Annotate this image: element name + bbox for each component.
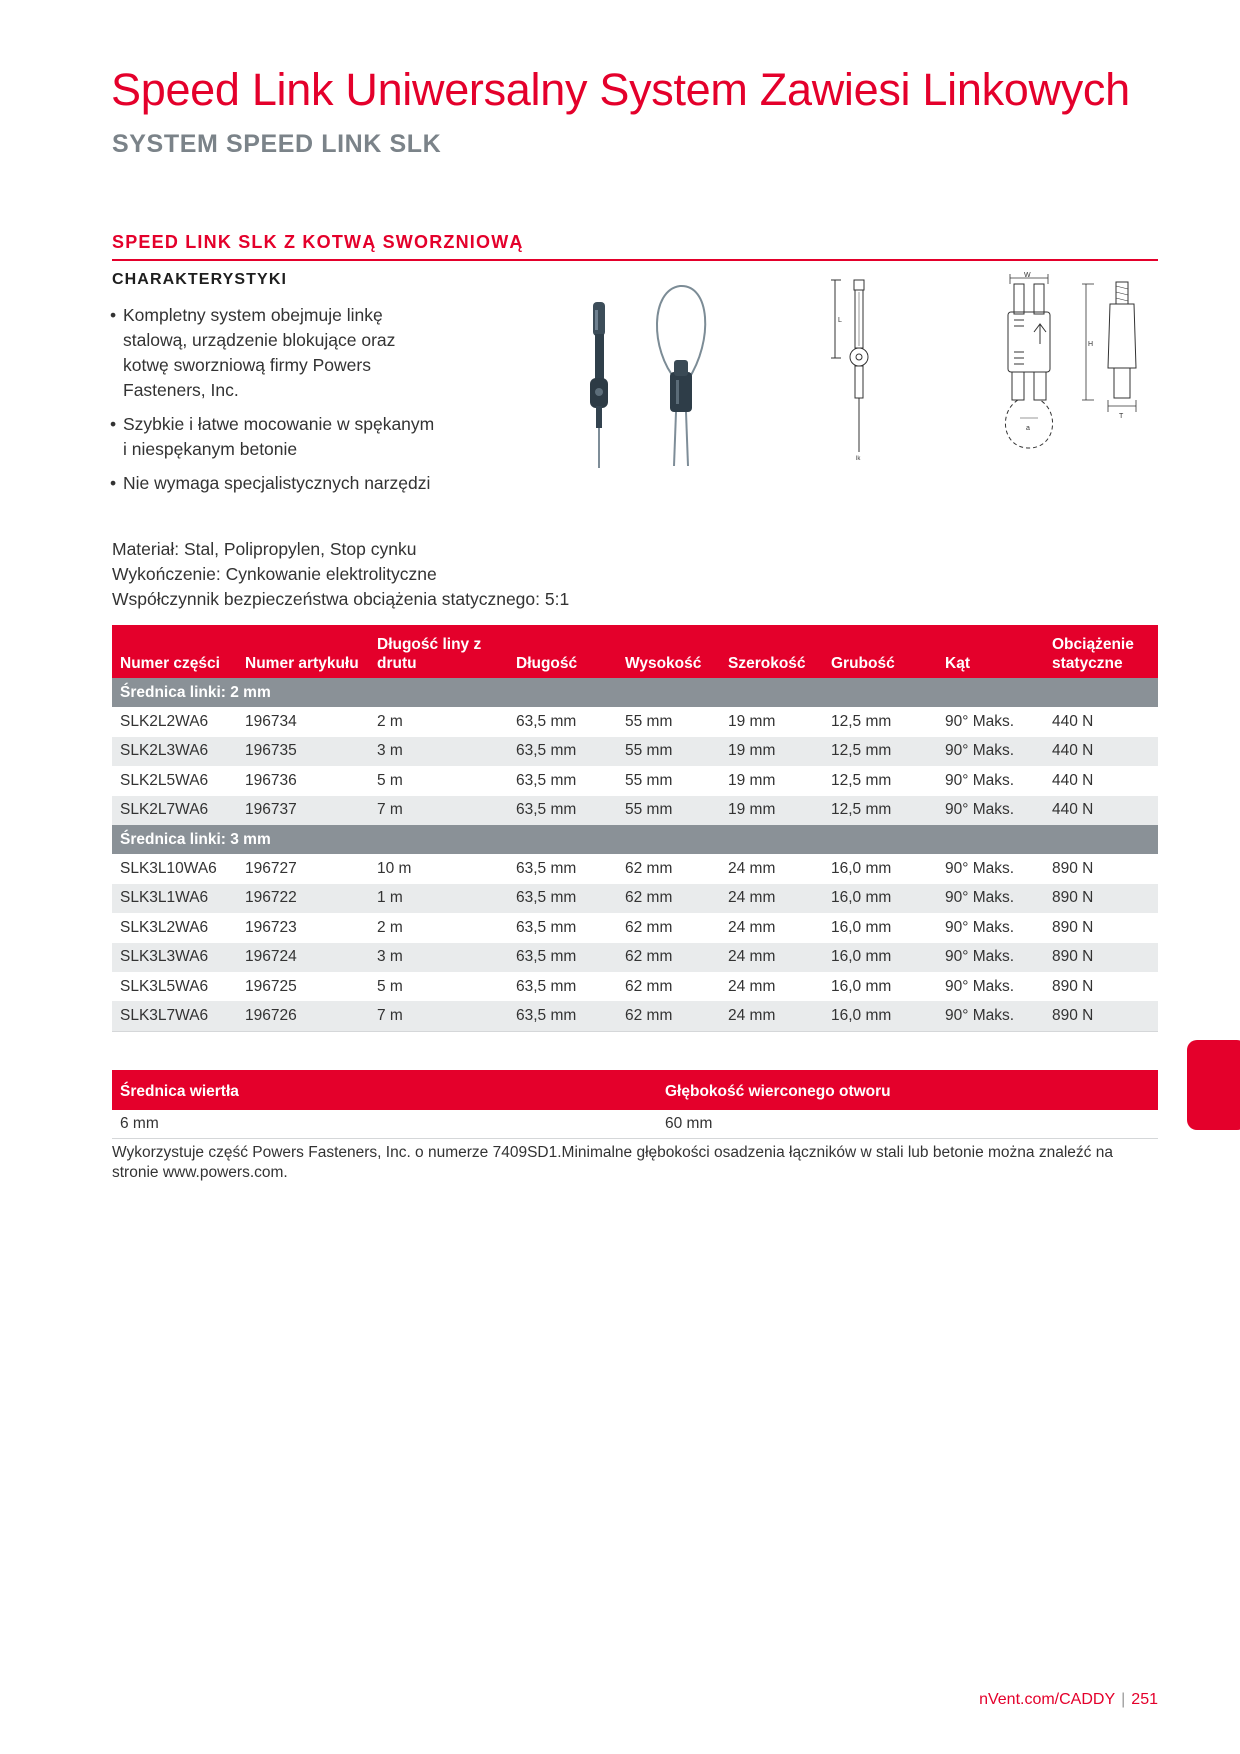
feature-list	[110, 303, 440, 505]
feature-item: • Kompletny system obejmuje linkę stalową, urządzenie blokujące oraz kotwę sworzniową firmy Powers Fasteners, Inc.	[110, 303, 440, 403]
table-cell: 890 N	[1044, 913, 1158, 942]
table-cell: 890 N	[1044, 854, 1158, 883]
table-cell: 12,5 mm	[823, 707, 937, 736]
col-header: Wysokość	[617, 625, 720, 678]
table-cell: 196737	[237, 796, 369, 825]
table-cell: 196723	[237, 913, 369, 942]
table-cell: 2 m	[369, 913, 508, 942]
table-cell: 55 mm	[617, 796, 720, 825]
table-cell: 19 mm	[720, 766, 823, 795]
product-table-body	[112, 678, 1158, 1031]
table-cell: 890 N	[1044, 943, 1158, 972]
table-row	[112, 766, 1158, 795]
table-cell: 90° Maks.	[937, 972, 1044, 1001]
table-cell: 12,5 mm	[823, 766, 937, 795]
group-header-row	[112, 825, 1158, 854]
table-cell: 5 m	[369, 766, 508, 795]
table-cell: SLK2L3WA6	[112, 737, 237, 766]
table-cell: 90° Maks.	[937, 884, 1044, 913]
table-cell: 62 mm	[617, 972, 720, 1001]
table-cell: 55 mm	[617, 766, 720, 795]
table-cell: 3 m	[369, 737, 508, 766]
table-cell: 90° Maks.	[937, 707, 1044, 736]
table-row	[112, 972, 1158, 1001]
table-cell: 196725	[237, 972, 369, 1001]
table-cell: SLK3L5WA6	[112, 972, 237, 1001]
col-header: Długość liny z drutu	[369, 625, 508, 678]
table-cell: 19 mm	[720, 707, 823, 736]
table-cell: 196722	[237, 884, 369, 913]
table-cell: 7 m	[369, 796, 508, 825]
table-cell: SLK3L10WA6	[112, 854, 237, 883]
table-cell: 62 mm	[617, 854, 720, 883]
table-cell: 16,0 mm	[823, 854, 937, 883]
table-cell: 63,5 mm	[508, 707, 617, 736]
section-heading: SPEED LINK SLK Z KOTWĄ SWORZNIOWĄ	[112, 232, 1158, 261]
table-row	[112, 737, 1158, 766]
table-cell: SLK3L3WA6	[112, 943, 237, 972]
drill-header-row	[112, 1070, 1158, 1110]
table-cell: 24 mm	[720, 884, 823, 913]
table-cell: 62 mm	[617, 913, 720, 942]
table-cell: 24 mm	[720, 943, 823, 972]
table-cell: 19 mm	[720, 796, 823, 825]
feature-item: • Nie wymaga specjalistycznych narzędzi	[110, 471, 440, 496]
table-cell: 63,5 mm	[508, 854, 617, 883]
section-tab-marker	[1187, 1040, 1240, 1130]
footnote: Wykorzystuje część Powers Fasteners, Inc. o numerze 7409SD1.Minimalne głębokości osadzenia łączników w stali lub betonie można znaleźć na stronie www.powers.com.	[112, 1144, 1113, 1181]
table-cell: 90° Maks.	[937, 943, 1044, 972]
drill-diameter-cell: 6 mm	[112, 1110, 657, 1139]
dim-label-l: L	[838, 317, 842, 324]
table-cell: 63,5 mm	[508, 972, 617, 1001]
table-cell: 7 m	[369, 1001, 508, 1031]
table-cell: 19 mm	[720, 737, 823, 766]
group-label: Średnica linki: 2 mm	[112, 678, 1158, 707]
table-cell: 16,0 mm	[823, 913, 937, 942]
front-view-drawing	[990, 272, 1160, 472]
dim-label-h: H	[1088, 341, 1094, 348]
table-cell: 440 N	[1044, 737, 1158, 766]
table-cell: 24 mm	[720, 1001, 823, 1031]
table-cell: SLK3L7WA6	[112, 1001, 237, 1031]
table-row	[112, 796, 1158, 825]
col-header: Głębokość wierconego otworu	[657, 1070, 1158, 1110]
table-cell: 63,5 mm	[508, 913, 617, 942]
col-header: Kąt	[937, 625, 1044, 678]
characteristics-heading: CHARAKTERYSTYKI	[112, 271, 288, 288]
table-cell: 890 N	[1044, 1001, 1158, 1031]
table-cell: SLK2L7WA6	[112, 796, 237, 825]
table-cell: 196724	[237, 943, 369, 972]
table-row	[112, 913, 1158, 942]
table-cell: 55 mm	[617, 737, 720, 766]
table-cell: 90° Maks.	[937, 913, 1044, 942]
dim-label-a: a	[1026, 425, 1030, 432]
table-cell: 10 m	[369, 854, 508, 883]
table-cell: 16,0 mm	[823, 1001, 937, 1031]
side-view-drawing	[825, 278, 875, 468]
table-cell: 196734	[237, 707, 369, 736]
table-cell: SLK2L2WA6	[112, 707, 237, 736]
cable-loop-product-photo	[648, 280, 718, 470]
table-cell: 63,5 mm	[508, 1001, 617, 1031]
table-cell: 196736	[237, 766, 369, 795]
table-cell: 62 mm	[617, 884, 720, 913]
footer-separator: |	[1121, 1691, 1126, 1708]
table-cell: 440 N	[1044, 707, 1158, 736]
dim-label-lk: lk	[856, 456, 861, 462]
dim-label-w: W	[1024, 272, 1031, 279]
table-cell: 196727	[237, 854, 369, 883]
table-cell: 16,0 mm	[823, 972, 937, 1001]
table-row	[112, 854, 1158, 883]
table-row	[112, 943, 1158, 972]
table-cell: 62 mm	[617, 943, 720, 972]
spec-finish: Wykończenie: Cynkowanie elektrolityczne	[112, 564, 437, 584]
table-cell: 55 mm	[617, 707, 720, 736]
table-cell: 62 mm	[617, 1001, 720, 1031]
table-cell: 90° Maks.	[937, 766, 1044, 795]
table-cell: 2 m	[369, 707, 508, 736]
table-cell: 24 mm	[720, 854, 823, 883]
dim-label-t: T	[1119, 413, 1124, 420]
table-cell: 90° Maks.	[937, 796, 1044, 825]
table-cell: 3 m	[369, 943, 508, 972]
col-header: Grubość	[823, 625, 937, 678]
drill-table	[112, 1070, 1158, 1139]
page-footer	[979, 1691, 1158, 1709]
col-header: Numer części	[112, 625, 237, 678]
anchor-product-photo	[580, 300, 620, 470]
page-title: Speed Link Uniwersalny System Zawiesi Linkowych	[111, 64, 1130, 115]
col-header: Średnica wiertła	[112, 1070, 657, 1110]
table-cell: 12,5 mm	[823, 796, 937, 825]
table-cell: 24 mm	[720, 972, 823, 1001]
table-cell: 63,5 mm	[508, 796, 617, 825]
footer-url[interactable]: nVent.com/CADDY	[979, 1691, 1116, 1708]
group-header-row	[112, 678, 1158, 707]
page-number: 251	[1131, 1691, 1158, 1708]
table-cell: 63,5 mm	[508, 943, 617, 972]
table-cell: 5 m	[369, 972, 508, 1001]
table-cell: 90° Maks.	[937, 737, 1044, 766]
table-cell: 63,5 mm	[508, 737, 617, 766]
table-cell: SLK3L1WA6	[112, 884, 237, 913]
table-row	[112, 1001, 1158, 1031]
table-cell: 16,0 mm	[823, 884, 937, 913]
drill-depth-cell: 60 mm	[657, 1110, 1158, 1139]
table-cell: 440 N	[1044, 766, 1158, 795]
page-subtitle: SYSTEM SPEED LINK SLK	[112, 130, 442, 158]
table-cell: 90° Maks.	[937, 1001, 1044, 1031]
table-cell: 63,5 mm	[508, 766, 617, 795]
table-row	[112, 884, 1158, 913]
table-cell: SLK3L2WA6	[112, 913, 237, 942]
col-header: Długość	[508, 625, 617, 678]
spec-material: Materiał: Stal, Polipropylen, Stop cynku	[112, 539, 417, 559]
table-cell: 890 N	[1044, 884, 1158, 913]
table-cell: 24 mm	[720, 913, 823, 942]
spec-safety-factor: Współczynnik bezpieczeństwa obciążenia statycznego: 5:1	[112, 589, 570, 609]
table-cell: 196726	[237, 1001, 369, 1031]
table-cell: SLK2L5WA6	[112, 766, 237, 795]
table-row	[112, 1110, 1158, 1139]
table-cell: 196735	[237, 737, 369, 766]
table-cell: 63,5 mm	[508, 884, 617, 913]
spec-list	[112, 537, 569, 612]
feature-item: • Szybkie i łatwe mocowanie w spękanym i niespękanym betonie	[110, 412, 440, 462]
table-cell: 1 m	[369, 884, 508, 913]
col-header: Obciążenie statyczne	[1044, 625, 1158, 678]
table-row	[112, 707, 1158, 736]
table-cell: 440 N	[1044, 796, 1158, 825]
table-header-row	[112, 625, 1158, 678]
group-label: Średnica linki: 3 mm	[112, 825, 1158, 854]
table-cell: 16,0 mm	[823, 943, 937, 972]
table-cell: 90° Maks.	[937, 854, 1044, 883]
col-header: Szerokość	[720, 625, 823, 678]
table-cell: 890 N	[1044, 972, 1158, 1001]
col-header: Numer artykułu	[237, 625, 369, 678]
product-table	[112, 625, 1158, 1032]
table-cell: 12,5 mm	[823, 737, 937, 766]
